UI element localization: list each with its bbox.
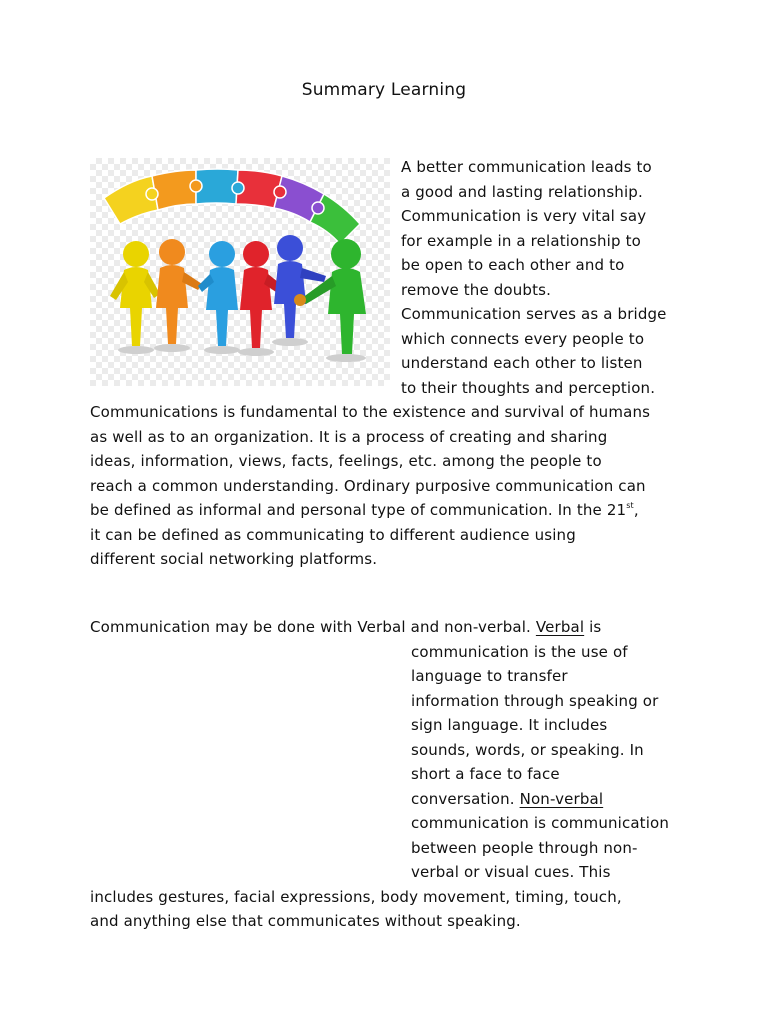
line-text: conversation. — [411, 789, 520, 808]
intro-line: to their thoughts and perception. — [401, 378, 656, 397]
intro-line: understand each other to listen — [401, 354, 643, 372]
paragraph-line: information through speaking or — [411, 691, 659, 710]
intro-line: which connects every people to — [401, 329, 645, 348]
paragraph-line: reach a common understanding. Ordinary purposive communication can — [90, 476, 646, 495]
paragraph-line: and anything else that communicates without speaking. — [90, 912, 521, 930]
nonverbal-term: Non-verbal — [519, 789, 604, 808]
line-punct: , — [633, 501, 639, 519]
page-title: Summary Learning — [301, 80, 467, 100]
paragraph-line: as well as to an organization. It is a process of creating and sharing — [90, 427, 608, 446]
paragraph-line: ideas, information, views, facts, feelings, etc. among the people to — [90, 452, 602, 470]
intro-line: remove the doubts. — [401, 280, 552, 299]
intro-line: Communication is very vital say — [401, 207, 647, 225]
line-text: Communication may be done with Verbal and non-verbal. — [90, 618, 536, 636]
paragraph-line — [90, 498, 639, 523]
paragraph-line: verbal or visual cues. This — [411, 863, 611, 881]
line-text: is — [584, 618, 602, 636]
paragraph-line: Communications is fundamental to the existence and survival of humans — [90, 403, 651, 421]
intro-line: be open to each other and to — [401, 256, 625, 274]
intro-line: for example in a relationship to — [401, 231, 641, 250]
paragraph-line: language to transfer — [411, 667, 568, 685]
paragraph-line: it can be defined as communicating to different audience using — [90, 525, 576, 544]
paragraph-line: sounds, words, or speaking. In — [411, 740, 644, 759]
people-puzzle-icon — [90, 158, 390, 386]
intro-line: a good and lasting relationship. — [401, 182, 643, 201]
paragraph-line: short a face to face — [411, 765, 560, 783]
paragraph-line: communication is the use of — [411, 642, 628, 661]
paragraph-line — [411, 787, 603, 812]
intro-line: Communication serves as a bridge — [401, 305, 667, 323]
line-text: be defined as informal and personal type of communication. In the 21 — [90, 501, 627, 519]
intro-line: A better communication leads to — [401, 158, 652, 176]
paragraph-line: between people through non- — [411, 838, 638, 857]
paragraph-line — [90, 615, 601, 640]
superscript: st — [626, 501, 634, 510]
people-puzzle-illustration — [90, 158, 390, 386]
verbal-term: Verbal — [535, 618, 585, 636]
paragraph-line: communication is communication — [411, 814, 670, 832]
paragraph-line: includes gestures, facial expressions, body movement, timing, touch, — [90, 887, 622, 906]
paragraph-line: sign language. It includes — [411, 716, 608, 734]
paragraph-line: different social networking platforms. — [90, 550, 378, 568]
